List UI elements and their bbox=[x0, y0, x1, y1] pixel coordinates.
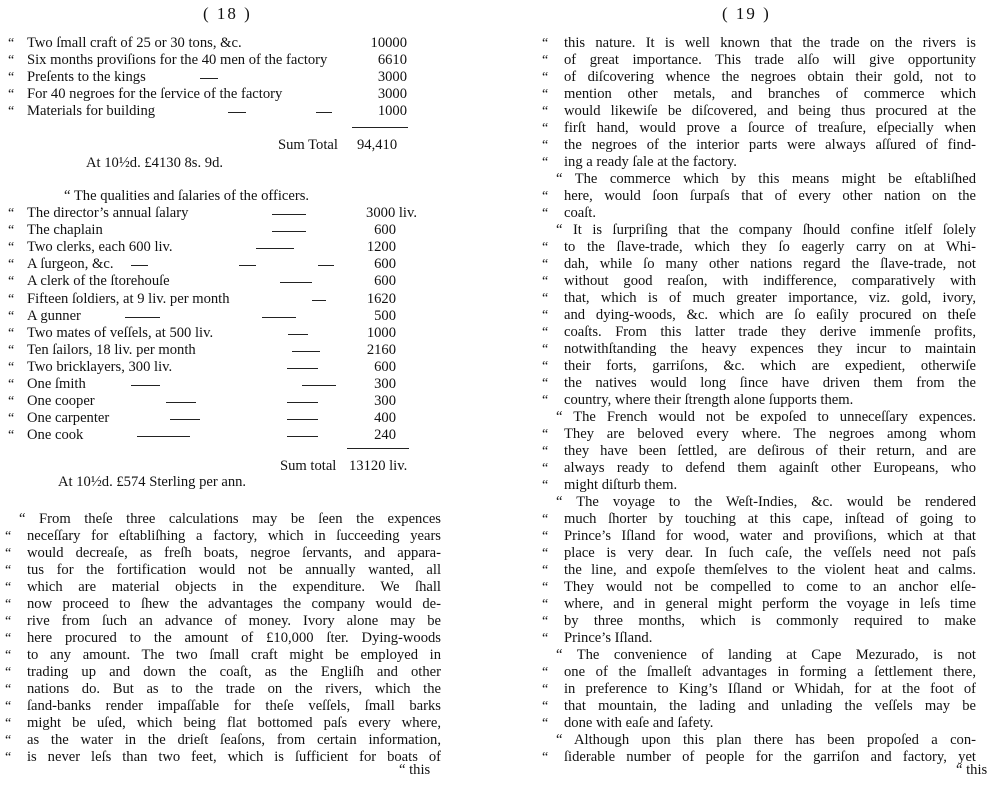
text-line: “ It is ſurpriſing that the company ſhould confine itſelf ſolely bbox=[556, 222, 976, 238]
text-line-row bbox=[542, 358, 976, 375]
quote-mark: “ bbox=[5, 699, 12, 714]
quote-mark: “ bbox=[542, 750, 549, 765]
text-line: “ The commerce which by this means might be eſtabliſhed bbox=[556, 171, 976, 187]
text-line-row bbox=[542, 103, 976, 120]
text-line: Prince’s Iſland for wood, water and proviſions, which at that bbox=[564, 528, 976, 544]
text-line-row bbox=[542, 562, 976, 579]
text-line: “ The convenience of landing at Cape Mezurado, is not bbox=[556, 647, 976, 663]
quote-mark: “ bbox=[542, 563, 549, 578]
text-line: the line, and expoſe themſelves to the violent heat and calms. bbox=[564, 562, 976, 578]
text-line-row bbox=[542, 154, 976, 171]
quote-mark: “ bbox=[542, 597, 549, 612]
dash-leader bbox=[137, 436, 190, 437]
text-line-row bbox=[542, 545, 976, 562]
text-line-row bbox=[542, 528, 976, 545]
text-line-row bbox=[542, 137, 976, 154]
text-line: here, would ſoon ſurpaſs that of every other nation on the bbox=[564, 188, 976, 204]
text-line-row bbox=[5, 681, 441, 698]
officer-amount: 300 bbox=[374, 393, 396, 410]
quote-mark: “ bbox=[542, 631, 549, 646]
text-line: here procured to the amount of £10,000 ſter. Dying-woods bbox=[27, 630, 441, 646]
text-line-row bbox=[556, 647, 976, 664]
quote-mark: “ bbox=[542, 189, 549, 204]
quote-mark: “ bbox=[8, 206, 15, 221]
text-line-row bbox=[542, 630, 976, 647]
cost-amount: 10000 bbox=[370, 35, 407, 51]
officer-label: A clerk of the ſtorehouſe bbox=[27, 273, 170, 290]
text-line-row bbox=[556, 171, 976, 188]
text-line: Prince’s Iſland. bbox=[564, 630, 653, 646]
quote-mark: “ bbox=[5, 563, 12, 578]
text-line-row bbox=[542, 698, 976, 715]
text-line: is never leſs than two feet, which is ſufficient for boats of bbox=[27, 749, 441, 765]
dash-leader bbox=[272, 214, 306, 215]
text-line: rive from ſuch an advance of money. Ivory alone may be bbox=[27, 613, 441, 629]
dash-leader bbox=[280, 282, 312, 283]
sum-total-value: 94,410 bbox=[357, 137, 398, 153]
quote-mark: “ bbox=[8, 87, 15, 102]
text-line: “ From theſe three calculations may be ſeen the expences bbox=[19, 511, 441, 527]
text-line: which are material objects in the expenditure. We ſhall bbox=[27, 579, 441, 595]
sum-total-label: Sum Total bbox=[278, 137, 338, 153]
cost-label: Two ſmall craft of 25 or 30 tons, &c. bbox=[27, 35, 242, 51]
text-line-row bbox=[542, 511, 976, 528]
dash-leader bbox=[228, 112, 246, 113]
catchword: “ this bbox=[956, 762, 988, 778]
text-line-row bbox=[542, 307, 976, 324]
quote-mark: “ bbox=[542, 155, 549, 170]
text-line-row bbox=[542, 120, 976, 137]
text-line-row bbox=[542, 86, 976, 103]
text-line: that, which is of much greater importance, viz. gold, ivory, bbox=[564, 290, 976, 306]
cost-label: Materials for building bbox=[27, 103, 156, 119]
quote-mark: “ bbox=[5, 750, 12, 765]
dash-leader bbox=[287, 368, 318, 369]
dash-leader bbox=[302, 385, 336, 386]
officer-label: One cook bbox=[27, 427, 84, 444]
text-line: without good reaſon, with indifference, comparatively with bbox=[564, 273, 976, 289]
text-line-row bbox=[5, 562, 441, 579]
text-line: now proceed to ſhew the advantages the company would de- bbox=[27, 596, 441, 612]
officer-amount: 600 bbox=[374, 222, 396, 239]
text-line-row bbox=[5, 647, 441, 664]
quote-mark: “ bbox=[542, 308, 549, 323]
dash-leader bbox=[272, 231, 306, 232]
cost-label: For 40 negroes for the ſervice of the factory bbox=[27, 86, 283, 102]
text-line: in preference to King’s Iſland or Whidah, for at the foot of bbox=[564, 681, 976, 697]
text-line: firſt hand, would prove a ſource of treaſure, eſpecially when bbox=[564, 120, 976, 136]
quote-mark: “ bbox=[542, 274, 549, 289]
quote-mark: “ bbox=[8, 411, 15, 427]
text-line: where, and in general might perform the voyage in leſs time bbox=[564, 596, 976, 612]
text-line: much ſhorter by touching at this cape, inſtead of going to bbox=[564, 511, 976, 527]
quote-mark: “ bbox=[542, 104, 549, 119]
text-line: “ The French would not be expoſed to unneceſſary expences. bbox=[556, 409, 976, 425]
quote-mark: “ bbox=[8, 104, 15, 119]
text-line: would likewiſe be diſcovered, and being thus procured at the bbox=[564, 103, 976, 119]
text-line-row bbox=[542, 290, 976, 307]
quote-mark: “ bbox=[542, 87, 549, 102]
sum-total-value: 13120 liv. bbox=[349, 458, 408, 474]
text-line: that mountain, the lading and unlading the veſſels may be bbox=[564, 698, 976, 714]
quote-mark: “ bbox=[8, 325, 15, 341]
catchword: “ this bbox=[399, 762, 431, 778]
quote-mark: “ bbox=[542, 444, 549, 459]
quote-mark: “ bbox=[5, 614, 12, 629]
officer-amount: 1200 bbox=[366, 239, 396, 256]
officer-amount: 240 bbox=[374, 427, 396, 444]
quote-mark: “ bbox=[542, 461, 549, 476]
text-line: ſand-banks render impaſſable for theſe veſſels, ſmall barks bbox=[27, 698, 441, 714]
quote-mark: “ bbox=[542, 138, 549, 153]
salaries-heading: “ The qualities and ſalaries of the officers. bbox=[64, 188, 310, 204]
text-line-row bbox=[556, 494, 976, 511]
dash-leader bbox=[256, 248, 294, 249]
text-line-row bbox=[5, 698, 441, 715]
right-page bbox=[500, 0, 1000, 788]
text-line: would decreaſe, as freſh boats, negroe ſervants, and appara- bbox=[27, 545, 441, 561]
text-line: might diſturb them. bbox=[564, 477, 678, 493]
officer-label: The chaplain bbox=[27, 222, 103, 239]
dash-leader bbox=[287, 419, 318, 420]
officer-amount: 2160 bbox=[366, 341, 396, 358]
quote-mark: “ bbox=[542, 427, 549, 442]
text-line-row bbox=[5, 664, 441, 681]
text-line-row bbox=[542, 664, 976, 681]
text-line: might be uſed, which being flat bottomed paſs every where, bbox=[27, 715, 441, 731]
text-line-row bbox=[542, 52, 976, 69]
sterling-line: At 10½d. £574 Sterling per ann. bbox=[58, 474, 247, 490]
text-line: They are beloved every where. The negroes among whom bbox=[564, 426, 976, 442]
quote-mark: “ bbox=[5, 580, 12, 595]
dash-leader bbox=[170, 419, 200, 420]
quote-mark: “ bbox=[542, 716, 549, 731]
text-line-row bbox=[542, 188, 976, 205]
quote-mark: “ bbox=[8, 308, 15, 324]
quote-mark: “ bbox=[542, 512, 549, 527]
text-line: they have been ſettled, are deſirous of their return, and are bbox=[564, 443, 976, 459]
body-text bbox=[542, 35, 976, 766]
officer-amount: 1000 bbox=[366, 324, 396, 341]
text-line: to any amount. The two ſmall craft might be employed in bbox=[27, 647, 441, 663]
text-line-row bbox=[542, 460, 976, 477]
quote-mark: “ bbox=[542, 580, 549, 595]
quote-mark: “ bbox=[542, 376, 549, 391]
text-line-row bbox=[542, 205, 976, 222]
quote-mark: “ bbox=[542, 70, 549, 85]
text-line: country, where their ſtrength alone ſupports them. bbox=[564, 392, 854, 408]
text-line-row bbox=[556, 732, 976, 749]
cost-label: Six months proviſions for the 40 men of the factory bbox=[27, 52, 328, 68]
text-line-row bbox=[542, 69, 976, 86]
dash-leader bbox=[312, 300, 326, 301]
text-line-row bbox=[5, 630, 441, 647]
text-line-row bbox=[542, 613, 976, 630]
officer-label: Fifteen ſoldiers, at 9 liv. per month bbox=[27, 290, 230, 307]
text-line: the natives would long ſince have driven them from the bbox=[564, 375, 976, 391]
text-line: one of the ſmalleſt advantages in forming a ſettlement there, bbox=[564, 664, 976, 680]
officer-label: Two clerks, each 600 liv. bbox=[27, 239, 173, 256]
page-number: ( 19 ) bbox=[722, 4, 771, 23]
text-line-row bbox=[542, 324, 976, 341]
cost-label: Preſents to the kings bbox=[27, 69, 146, 85]
officer-amount: 600 bbox=[374, 256, 396, 273]
text-line-row bbox=[542, 426, 976, 443]
officer-amount: 400 bbox=[374, 410, 396, 427]
quote-mark: “ bbox=[542, 699, 549, 714]
quote-mark: “ bbox=[8, 240, 15, 256]
text-line-row bbox=[5, 732, 441, 749]
quote-mark: “ bbox=[8, 377, 15, 392]
quote-mark: “ bbox=[542, 257, 549, 272]
text-line: neceſſary for eſtabliſhing a factory, which in ſucceeding years bbox=[27, 528, 441, 544]
quote-mark: “ bbox=[8, 428, 15, 444]
quote-mark: “ bbox=[542, 393, 549, 408]
text-line: ſiderable number of people for the garriſon and factory, yet bbox=[564, 749, 976, 765]
text-line-row bbox=[542, 273, 976, 290]
quote-mark: “ bbox=[542, 665, 549, 680]
text-line: of great importance. This trade alſo will give opportunity bbox=[564, 52, 976, 68]
cost-amount: 3000 bbox=[377, 86, 407, 102]
officer-amount: 600 bbox=[374, 273, 396, 290]
text-line-row bbox=[542, 341, 976, 358]
text-line-row bbox=[542, 477, 976, 494]
text-line: “ Although upon this plan there has been propoſed a con- bbox=[556, 732, 976, 748]
sum-rule bbox=[352, 127, 408, 128]
text-line: notwithſtanding the heavy expences they incur to maintain bbox=[564, 341, 976, 357]
text-line-row bbox=[542, 35, 976, 52]
text-line: “ The voyage to the Weſt-Indies, &c. would be rendered bbox=[556, 494, 976, 510]
dash-leader bbox=[288, 334, 308, 335]
cost-amount: 3000 bbox=[377, 69, 407, 85]
quote-mark: “ bbox=[8, 359, 15, 375]
officer-amount: 600 bbox=[374, 358, 396, 375]
quote-mark: “ bbox=[8, 223, 15, 239]
text-line-row bbox=[542, 392, 976, 409]
officer-label: The director’s annual ſalary bbox=[27, 205, 189, 221]
officer-label: A ſurgeon, &c. bbox=[27, 256, 114, 273]
text-line-row bbox=[542, 681, 976, 698]
text-line: of diſcovering whence the negroes obtain their gold, not to bbox=[564, 69, 976, 85]
dash-leader bbox=[292, 351, 320, 352]
officer-label: One cooper bbox=[27, 393, 95, 410]
text-line: always ready to defend them againſt other Europeans, who bbox=[564, 460, 976, 476]
text-line: the negroes of the interior parts were always aſſured of find- bbox=[564, 137, 976, 153]
text-line-row bbox=[542, 375, 976, 392]
cost-amount: 1000 bbox=[377, 103, 407, 119]
cost-amount: 6610 bbox=[377, 52, 407, 68]
quote-mark: “ bbox=[542, 325, 549, 340]
quote-mark: “ bbox=[542, 121, 549, 136]
officer-label: One carpenter bbox=[27, 410, 110, 427]
officer-amount: 3000 liv. bbox=[366, 205, 417, 221]
text-line: coaſts. From this latter trade they derive immenſe profits, bbox=[564, 324, 976, 340]
text-line-row bbox=[542, 749, 976, 766]
dash-leader bbox=[239, 265, 256, 266]
body-paragraph bbox=[5, 511, 441, 766]
text-line-row bbox=[556, 222, 976, 239]
quote-mark: “ bbox=[542, 206, 549, 221]
officer-amount: 1620 bbox=[366, 290, 396, 307]
dash-leader bbox=[166, 402, 196, 403]
text-line: by three months, which is commonly required to make bbox=[564, 613, 976, 629]
dash-leader bbox=[131, 385, 160, 386]
quote-mark: “ bbox=[5, 665, 12, 680]
quote-mark: “ bbox=[5, 631, 12, 646]
quote-mark: “ bbox=[542, 53, 549, 68]
text-line-row bbox=[5, 715, 441, 732]
text-line: their forts, garriſons, &c. which are expedient, otherwiſe bbox=[564, 358, 976, 374]
quote-mark: “ bbox=[8, 394, 15, 410]
officer-amount: 500 bbox=[374, 307, 396, 324]
text-line: this nature. It is well known that the trade on the rivers is bbox=[564, 35, 976, 51]
text-line: as the water in the drieſt ſeaſons, from certain information, bbox=[27, 732, 441, 748]
quote-mark: “ bbox=[542, 546, 549, 561]
page-number: ( 18 ) bbox=[203, 4, 252, 23]
dash-leader bbox=[287, 436, 318, 437]
quote-mark: “ bbox=[5, 529, 12, 544]
officer-label: Two bricklayers, 300 liv. bbox=[27, 358, 173, 375]
text-line: They would not be compelled to come to an anchor elſe- bbox=[564, 579, 976, 595]
text-line: nations do. But as to the trade on the rivers, which the bbox=[27, 681, 441, 697]
dash-leader bbox=[131, 265, 148, 266]
text-line-row bbox=[5, 545, 441, 562]
quote-mark: “ bbox=[8, 291, 15, 307]
text-line-row bbox=[5, 579, 441, 596]
quote-mark: “ bbox=[542, 529, 549, 544]
officer-label: A gunner bbox=[27, 307, 81, 324]
text-line-row bbox=[5, 596, 441, 613]
text-line-row bbox=[542, 596, 976, 613]
text-line: trading up and down the coaſt, as the Engliſh and other bbox=[27, 664, 441, 680]
quote-mark: “ bbox=[8, 274, 15, 290]
quote-mark: “ bbox=[8, 257, 15, 273]
quote-mark: “ bbox=[5, 546, 12, 561]
dash-leader bbox=[316, 112, 332, 113]
officer-amount: 300 bbox=[374, 376, 396, 392]
sum-total-label: Sum total bbox=[280, 458, 337, 474]
text-line: to the ſlave-trade, which they ſo eagerly carry on at Whi- bbox=[564, 239, 976, 255]
text-line-row bbox=[542, 579, 976, 596]
text-line-row bbox=[5, 749, 441, 766]
dash-leader bbox=[125, 317, 160, 318]
quote-mark: “ bbox=[542, 240, 549, 255]
officer-label: Two mates of veſſels, at 500 liv. bbox=[27, 324, 214, 341]
quote-mark: “ bbox=[5, 648, 12, 663]
dash-leader bbox=[318, 265, 334, 266]
quote-mark: “ bbox=[542, 359, 549, 374]
text-line-row bbox=[542, 443, 976, 460]
sum-rule bbox=[347, 448, 409, 449]
text-line-row bbox=[542, 715, 976, 732]
text-line: place is very dear. In ſuch caſe, the veſſels need not paſs bbox=[564, 545, 976, 561]
text-line: ing a ready ſale at the factory. bbox=[564, 154, 737, 170]
quote-mark: “ bbox=[5, 716, 12, 731]
text-line: coaſt. bbox=[564, 205, 597, 221]
text-line: and dying-woods, &c. which are ſo eaſily procured on theſe bbox=[564, 307, 976, 323]
quote-mark: “ bbox=[542, 614, 549, 629]
quote-mark: “ bbox=[542, 342, 549, 357]
quote-mark: “ bbox=[8, 36, 15, 51]
dash-leader bbox=[200, 78, 218, 79]
text-line: mention other metals, and branches of commerce which bbox=[564, 86, 976, 102]
text-line: tus for the fortification would not be annually wanted, all bbox=[27, 562, 441, 578]
quote-mark: “ bbox=[5, 682, 12, 697]
text-line-row bbox=[5, 528, 441, 545]
text-line-row bbox=[556, 409, 976, 426]
text-line-row bbox=[5, 613, 441, 630]
quote-mark: “ bbox=[542, 478, 549, 493]
officer-label: One ſmith bbox=[27, 376, 86, 392]
quote-mark: “ bbox=[8, 53, 15, 68]
text-line-row bbox=[19, 511, 441, 528]
text-line: done with eaſe and ſafety. bbox=[564, 715, 714, 731]
officer-label: Ten ſailors, 18 liv. per month bbox=[27, 341, 196, 358]
quote-mark: “ bbox=[542, 682, 549, 697]
text-line-row bbox=[542, 239, 976, 256]
quote-mark: “ bbox=[542, 291, 549, 306]
sterling-line: At 10½d. £4130 8s. 9d. bbox=[86, 155, 224, 171]
quote-mark: “ bbox=[8, 342, 15, 358]
dash-leader bbox=[287, 402, 318, 403]
quote-mark: “ bbox=[5, 733, 12, 748]
text-line-row bbox=[542, 256, 976, 273]
quote-mark: “ bbox=[8, 70, 15, 85]
quote-mark: “ bbox=[5, 597, 12, 612]
quote-mark: “ bbox=[542, 36, 549, 51]
dash-leader bbox=[262, 317, 296, 318]
text-line: dah, while ſo many other nations regard the ſlave-trade, not bbox=[564, 256, 976, 272]
